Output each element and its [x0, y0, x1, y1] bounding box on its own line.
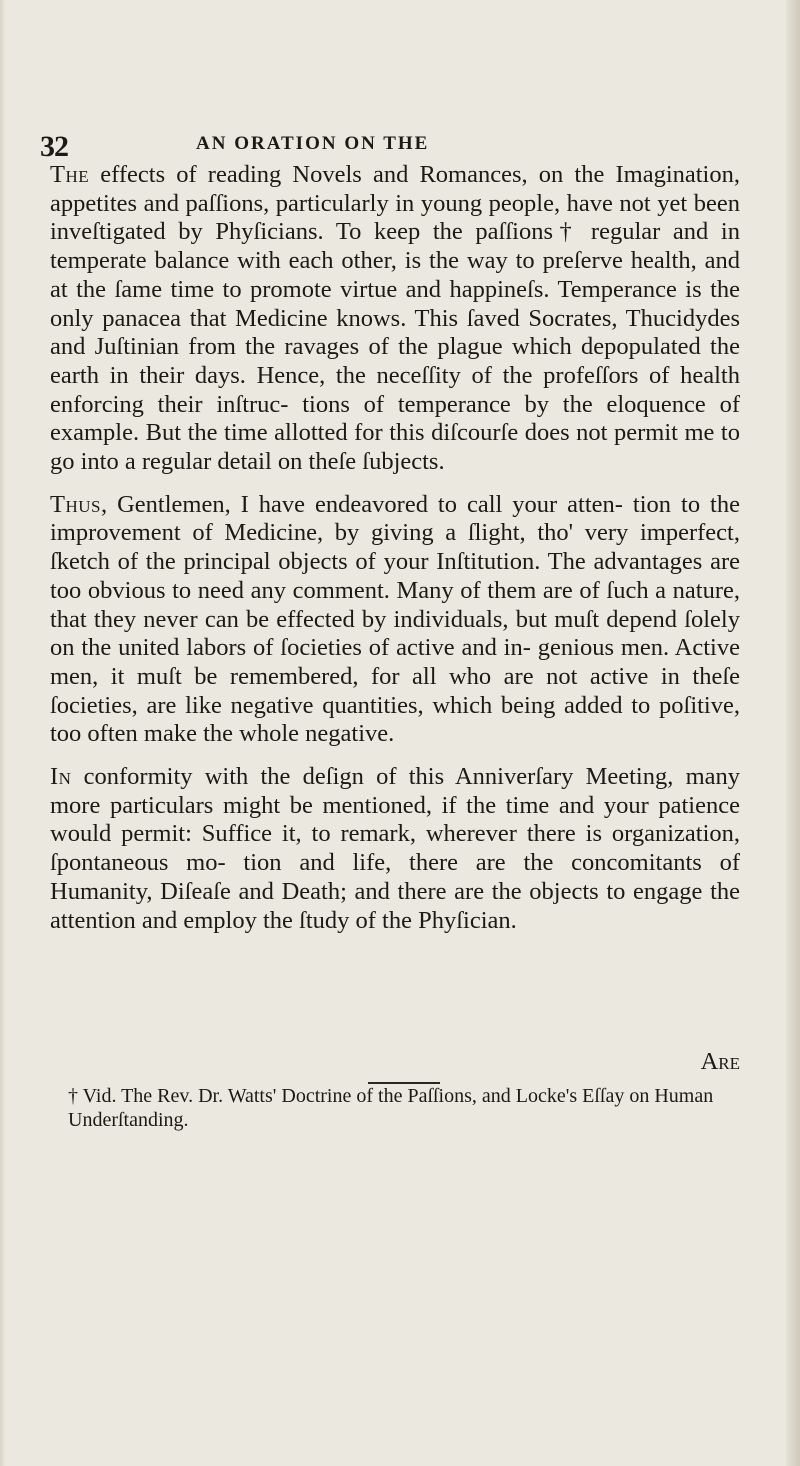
- paragraph-3: [50, 763, 740, 935]
- paragraph-text: , Gentlemen, I have endeavored to call your atten- tion to the improvement of Medicine, by giving a ſlight, tho' very imperfect, ſketch of the principal objects of your Inſtitution. The advantages are too obvious to need any comment. Many of them are of ſuch a nature, that they never can be effected by individuals, but muſt depend ſolely on the united labors of ſocieties of active and in- genious men. Active men, it muſt be remembered, for all who are not active in theſe ſocieties, are like negative quantities, which being added to poſitive, too often make the whole negative.: [50, 490, 740, 748]
- body-text: [50, 161, 740, 935]
- paragraph-text: conformity with the deſign of this Anniverſary Meeting, many more particulars might be mentioned, if the time and your patience would permit: Suffice it, to remark, wherever there is organization, ſpontaneous mo- tion and life, there are the concomitants of Humanity, Diſeaſe and Death; and there are the objects to engage the attention and employ the ſtudy of the Phyſician.: [50, 763, 740, 934]
- page-number: 32: [40, 130, 68, 163]
- paragraph-lead: Thus: [50, 490, 101, 518]
- page-edge-left: [0, 0, 6, 1466]
- paragraph-1: [50, 161, 740, 477]
- running-head: AN ORATION ON THE: [196, 133, 430, 154]
- catchword: Are: [700, 1048, 740, 1075]
- page-edge-right: [786, 0, 800, 1466]
- paragraph-text: effects of reading Novels and Romances, on the Imagination, appetites and paſſions, particularly in young people, have not yet been inveſtigated by Phyſicians. To keep the paſſions† regular and in temperate balance with each other, is the way to preſerve health, and at the ſame time to promote virtue and happineſs. Temperance is the only panacea that Medicine knows. This ſaved Socrates, Thucidydes and Juſtinian from the ravages of the plague which depopulated the earth in their days. Hence, the neceſſity of the profeſſors of health enforcing their inſtruc- tions of temperance by the eloquence of example. But the time allotted for this diſcourſe does not permit me to go into a regular detail on theſe ſubjects.: [50, 161, 740, 476]
- footnote: † Vid. The Rev. Dr. Watts' Doctrine of the Paſſions, and Locke's Eſſay on Human Underſtanding.: [68, 1085, 714, 1131]
- paragraph-lead: In: [50, 763, 72, 791]
- paragraph-lead: The: [50, 161, 90, 188]
- paragraph-2: [50, 491, 740, 749]
